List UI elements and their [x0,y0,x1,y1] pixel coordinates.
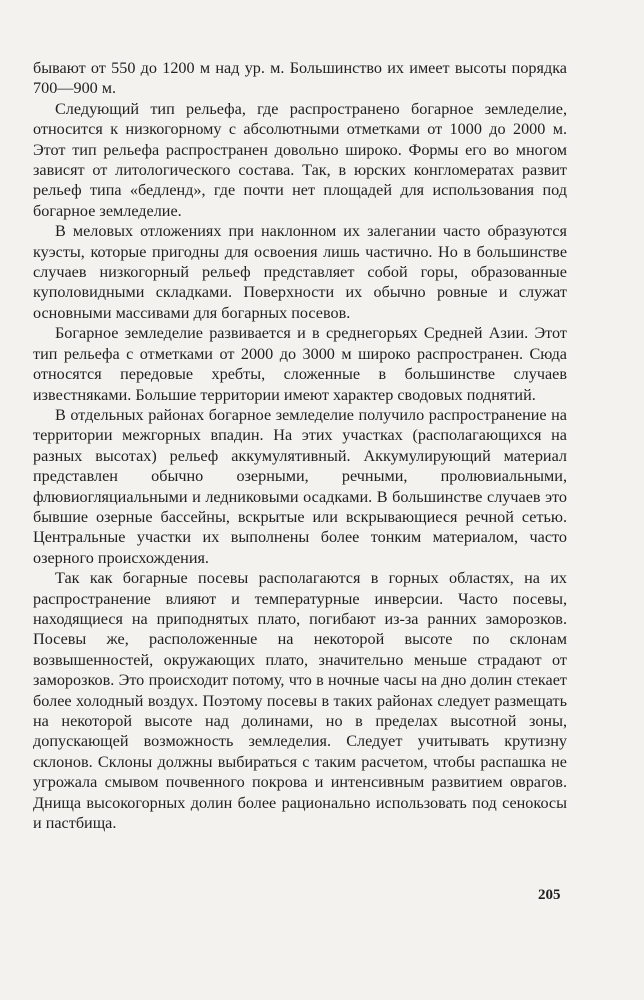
paragraph: Следующий тип рельефа, где распространено богарное земледелие, относится к низкогорному с абсолютными отметками от 1000 до 2000 м. Этот тип рельефа распространен довольно широко. Формы его во многом зависят от литологического состава. Так, в юрских конгломератах развит рельеф типа «бедленд», где почти нет площадей для использования под богарное земледелие. [33,99,567,220]
paragraph: В отдельных районах богарное земледелие получило распространение на территории межгорных впадин. На этих участках (располагающихся на разных высотах) рельеф аккумулятивный. Аккумулирующий материал представлен обычно озерными, речными, пролювиальными, флювиогляциальными и ледниковыми осадками. В большинстве случаев это бывшие озерные бассейны, вскрытые или вскрывающиеся речной сетью. Центральные участки их выполнены более тонким материалом, часто озерного происхождения. [33,405,567,567]
paragraph: Так как богарные посевы располагаются в горных областях, на их распространение влияют и температурные инверсии. Часто посевы, находящиеся на приподнятых плато, погибают из-за ранних заморозков. Посевы же, расположенные на некоторой высоте по склонам возвышенностей, окружающих плато, значительно меньше страдают от заморозков. Это происходит потому, что в ночные часы на дно долин стекает более холодный воздух. Поэтому посевы в таких районах следует размещать на некоторой высоте над долинами, но в пределах высотной зоны, допускающей возможность земледелия. Следует учитывать крутизну склонов. Склоны должны выбираться с таким расчетом, чтобы распашка не угрожала смывом почвенного покрова и интенсивным развитием оврагов. Днища высокогорных долин более рационально использовать под сенокосы и пастбища. [33,569,567,833]
paragraph: Богарное земледелие развивается и в среднегорьях Средней Азии. Этот тип рельефа с отметками от 2000 до 3000 м широко распространен. Сюда относятся передовые хребты, сложенные в большинстве случаев известняками. Большие территории имеют характер сводовых поднятий. [33,324,567,404]
paragraph: В меловых отложениях при наклонном их залегании часто образуются куэсты, которые пригодны для освоения лишь частично. Но в большинстве случаев низкогорный рельеф представляет собой горы, образованные куполовидными складками. Поверхности их обычно ровные и служат основными массивами для богарных посевов. [33,222,567,322]
paragraph: бывают от 550 до 1200 м над ур. м. Большинство их имеет высоты порядка 700—900 м. [33,59,567,98]
page-number: 205 [538,887,561,903]
body-text [33,58,567,833]
